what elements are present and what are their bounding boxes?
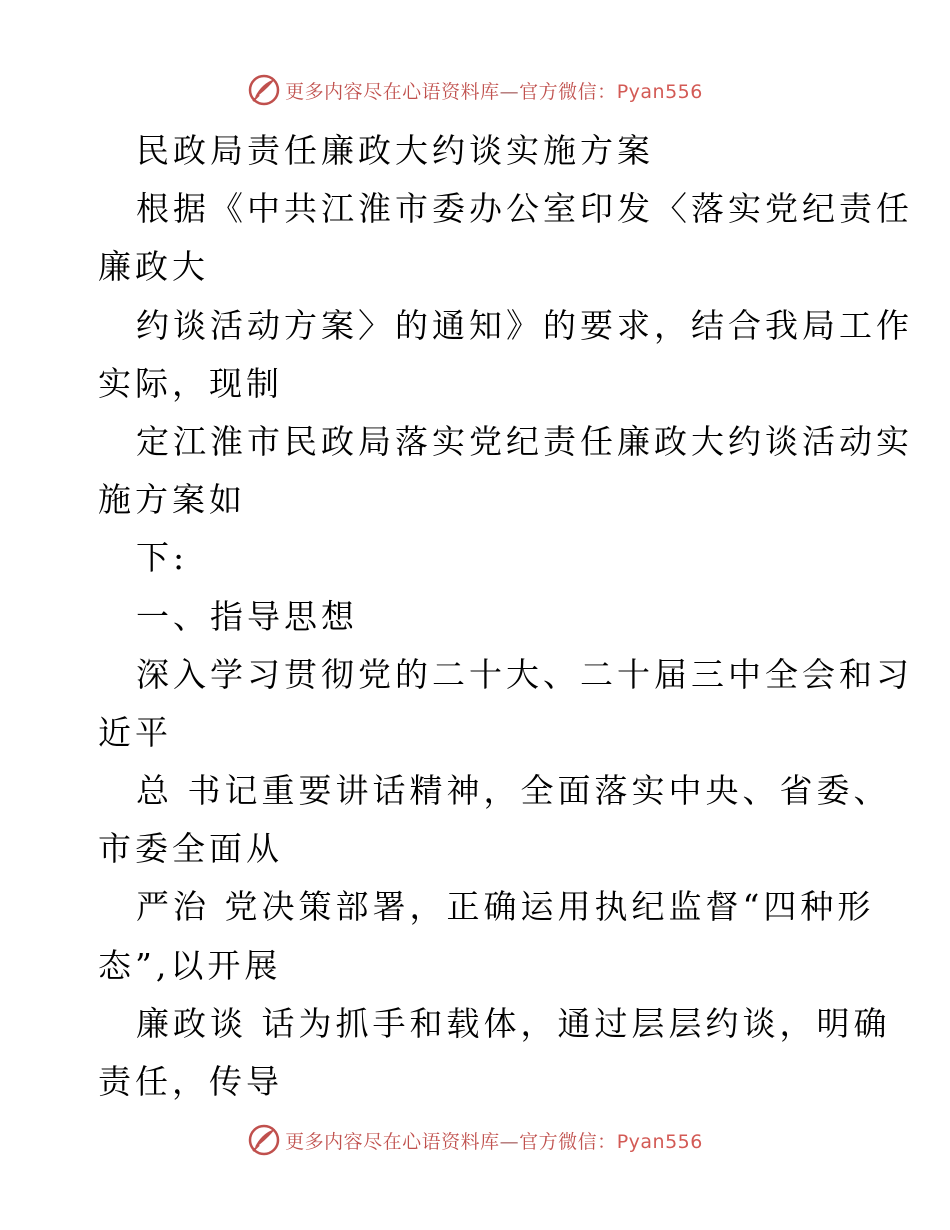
text-line: 责任，传导 xyxy=(98,1062,283,1101)
text-line: 廉政谈 话为抓手和载体，通过层层约谈，明确 xyxy=(136,1003,891,1043)
text-line: 下: xyxy=(136,538,189,578)
text-line: 施方案如 xyxy=(98,480,246,520)
text-line: 市委全面从 xyxy=(98,829,283,869)
text-line: 实际，现制 xyxy=(98,363,283,403)
watermark-text: 更多内容尽在心语资料库—官方微信：Pyan556 xyxy=(285,1130,703,1153)
watermark-text: 更多内容尽在心语资料库—官方微信：Pyan556 xyxy=(285,80,703,103)
footer-watermark-banner xyxy=(0,1120,950,1160)
document-body xyxy=(98,122,913,1111)
text-line: 总 书记重要讲话精神，全面落实中央、省委、 xyxy=(136,771,891,811)
quill-pen-logo-icon xyxy=(247,1123,281,1157)
text-line: 约谈活动方案〉的通知》的要求，结合我局工作 xyxy=(136,305,913,345)
text-line: 近平 xyxy=(98,712,172,752)
text-line: 廉政大 xyxy=(98,247,209,287)
section-heading: 一、指导思想 xyxy=(136,596,358,636)
document-title: 民政局责任廉政大约谈实施方案 xyxy=(136,131,654,170)
text-line: 严治 党决策部署，正确运用执纪监督“四种形 xyxy=(136,887,875,927)
text-line: 定江淮市民政局落实党纪责任廉政大约谈活动实 xyxy=(136,421,913,461)
header-watermark-banner xyxy=(0,70,950,110)
quill-pen-logo-icon xyxy=(247,73,281,107)
text-line: 深入学习贯彻党的二十大、二十届三中全会和习 xyxy=(136,654,913,694)
text-line: 态”,以开展 xyxy=(98,945,282,985)
text-line: 根据《中共江淮市委办公室印发〈落实党纪责任 xyxy=(136,189,913,229)
